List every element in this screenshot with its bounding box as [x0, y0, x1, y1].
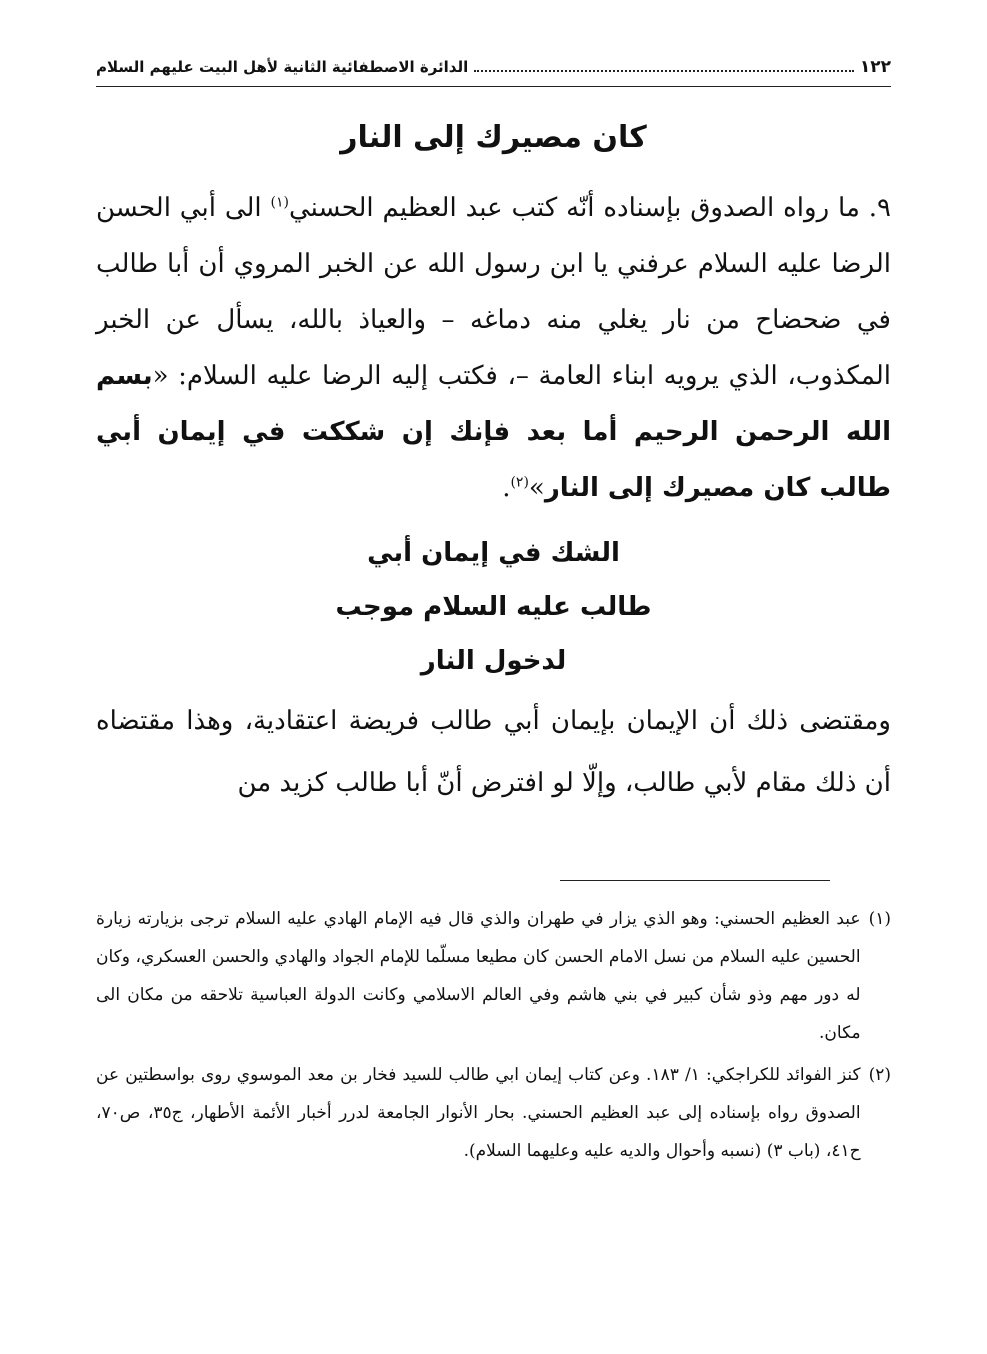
- running-title: الدائرة الاصطفائية الثانية لأهل البيت عليهم السلام: [96, 58, 469, 76]
- paragraph-section-2: [96, 690, 891, 814]
- section-heading-1: كان مصيرك إلى النار: [340, 120, 647, 155]
- paragraph-end: .: [502, 473, 511, 503]
- heading-2-line-2: طالب عليه السلام موجب: [335, 592, 652, 622]
- footnote-ref-1[interactable]: (١): [270, 194, 289, 211]
- running-header: [96, 52, 891, 82]
- heading-2-line-3: لدخول النار: [420, 646, 567, 676]
- footnote-ref-2[interactable]: (٢): [510, 474, 529, 491]
- paragraph-intro: ٩. ما رواه الصدوق بإسناده أنّه كتب عبد العظيم الحسني: [289, 193, 891, 223]
- page-number: ١٢٢: [859, 57, 891, 77]
- footnote-text: عبد العظيم الحسني: وهو الذي يزار في طهران والذي قال فيه الإمام الهادي عليه السلام ترجى بزيارته زيارة الحسين عليه السلام من نسل الامام الحسن كان مطيعا مسلّما للإمام الجواد والهادي والحسن العسكري، وكان له دور مهم وذو شأن كبير في بني هاشم وفي العالم الاسلامي وكانت الدولة العباسية تلاحقه من مكان الى مكان.: [96, 909, 861, 1043]
- footnote-1: [96, 900, 891, 1052]
- footnote-2: [96, 1056, 891, 1170]
- header-dot-leader: [474, 58, 854, 72]
- quote-close: »: [528, 473, 545, 503]
- footnote-number: (١): [868, 909, 891, 929]
- paragraph-body: الى أبي الحسن الرضا عليه السلام عرفني يا ابن رسول الله عن الخبر المروي أن أبا طالب في ضحضاح من نار يغلي منه دماغه – والعياذ بالله، يسأل عن الخبر المكذوب، الذي يرويه ابناء العامة –، فكتب إليه الرضا عليه السلام: «: [96, 193, 891, 391]
- footnote-number: (٢): [868, 1065, 891, 1085]
- header-rule: [96, 86, 891, 87]
- paragraph-section-2-text: ومقتضى ذلك أن الإيمان بإيمان أبي طالب فريضة اعتقادية، وهذا مقتضاه أن ذلك مقام لأبي طالب، وإلّا لو افترض أنّ أبا طالب كزيد من: [96, 706, 891, 798]
- paragraph-text: [96, 180, 891, 516]
- quoted-reply: بسم الله الرحمن الرحيم أما بعد فإنك إن شككت في إيمان أبي طالب كان مصيرك إلى النار: [96, 361, 891, 503]
- paragraph-hadith-9: [96, 180, 891, 516]
- footnotes: [96, 900, 891, 1174]
- section-heading-2: [280, 526, 707, 688]
- footnote-separator: [560, 880, 830, 881]
- heading-2-line-1: الشك في إيمان أبي: [367, 538, 620, 568]
- footnote-text: كنز الفوائد للكراجكي: ١/ ١٨٣. وعن كتاب إيمان ابي طالب للسيد فخار بن معد الموسوي روى بواسطتين عن الصدوق رواه بإسناده إلى عبد العظيم الحسني. بحار الأنوار الجامعة لدرر أخبار الأئمة الأطهار، ج٣٥، ص٧٠، ح٤١، (باب ٣) (نسبه وأحوال والديه عليه وعليهما السلام).: [96, 1065, 861, 1161]
